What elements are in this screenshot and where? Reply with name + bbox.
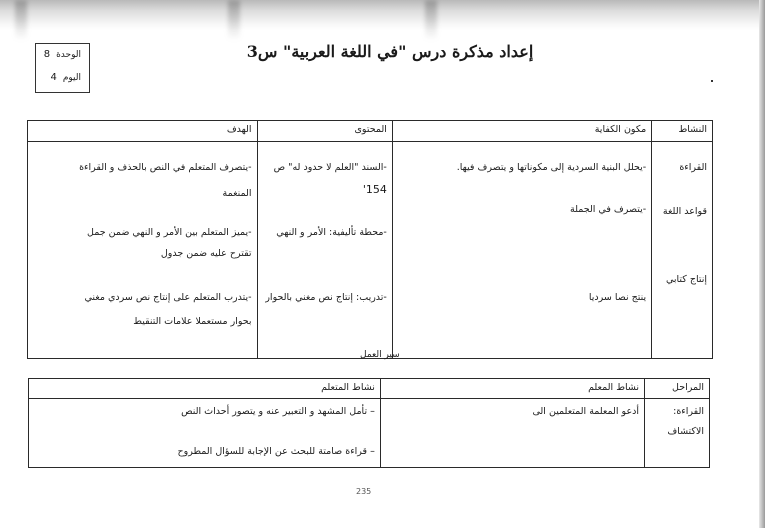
teacher-activity-cell (380, 399, 644, 468)
plan-table-header-row (28, 121, 713, 142)
scan-streak (425, 0, 437, 40)
header-content: المحتوى (257, 121, 392, 142)
header-learner-activity: نشاط المتعلم (29, 379, 381, 399)
learner-activity-cell (29, 399, 381, 468)
header-competency: مكون الكفاية (392, 121, 651, 142)
plan-table-body-row (28, 142, 713, 359)
header-goal: الهدف (28, 121, 258, 142)
flow-table-row (29, 399, 710, 468)
stray-mark (711, 80, 713, 82)
page-number: 235 (356, 487, 372, 496)
activity-reading: القراءة (679, 162, 707, 173)
scan-edge-right (759, 0, 765, 528)
workflow-section-label: سير العمل (360, 350, 400, 360)
learner-activity-line2: – قراءة صامتة للبحث عن الإجابة للسؤال المطروح (177, 446, 375, 457)
flow-table-header-row (29, 379, 710, 399)
content-reading-line2: 154' (362, 183, 387, 196)
day-label: اليوم (62, 73, 81, 83)
stage-cell (645, 399, 710, 468)
activity-grammar: قواعد اللغة (662, 206, 707, 217)
goal-reading-line1: -يتصرف المتعلم في النص بالحذف و القراءة (79, 162, 252, 173)
scan-streak (15, 0, 27, 40)
content-writing: -تدريب: إنتاج نص مغني بالحوار (265, 292, 387, 303)
competency-grammar: -يتصرف في الجملة (570, 204, 647, 215)
unit-label: الوحدة (56, 50, 81, 60)
activity-column (652, 142, 713, 359)
competency-column (392, 142, 651, 359)
goal-column (28, 142, 258, 359)
goal-grammar-line1: -يميز المتعلم بين الأمر و النهي ضمن جمل (87, 227, 252, 238)
unit-day-box (35, 43, 90, 93)
goal-writing-line2: بحوار مستعملا علامات التنقيط (133, 316, 252, 327)
lesson-plan-table (27, 120, 713, 359)
day-line (50, 72, 81, 83)
header-stages: المراحل (645, 379, 710, 399)
day-value: 4 (50, 72, 57, 83)
activity-writing: إنتاج كتابي (665, 274, 707, 285)
competency-reading: -يحلل البنية السردية إلى مكوناتها و يتصرف فيها. (456, 162, 647, 173)
goal-grammar-line2: تقترح عليه ضمن جدول (160, 248, 252, 259)
scan-shadow-top (0, 0, 765, 30)
content-grammar: -محطة تأليفية: الأمر و النهي (276, 227, 387, 238)
scan-streak (228, 0, 240, 40)
stage-discovery: الاكتشاف (667, 426, 704, 437)
content-column (257, 142, 392, 359)
content-reading-line1: -السند "العلم لا حدود له" ص (273, 162, 387, 173)
competency-writing: ينتج نصا سرديا (588, 292, 647, 303)
document-title: إعداد مذكرة درس "في اللغة العربية" س3 (246, 42, 534, 61)
goal-writing-line1: -يتدرب المتعلم على إنتاج نص سردي مغني (84, 292, 252, 303)
stage-reading: القراءة: (673, 406, 704, 417)
unit-line (44, 49, 81, 60)
teacher-activity-text: أدعو المعلمة المتعلمين الى (532, 406, 639, 417)
unit-value: 8 (43, 49, 51, 60)
learner-activity-line1: – تأمل المشهد و التعبير عنه و يتصور أحداث النص (181, 406, 375, 417)
header-activity: النشاط (652, 121, 713, 142)
goal-reading-line2: المنغمة (222, 188, 252, 199)
workflow-table (28, 378, 710, 468)
header-teacher-activity: نشاط المعلم (380, 379, 644, 399)
